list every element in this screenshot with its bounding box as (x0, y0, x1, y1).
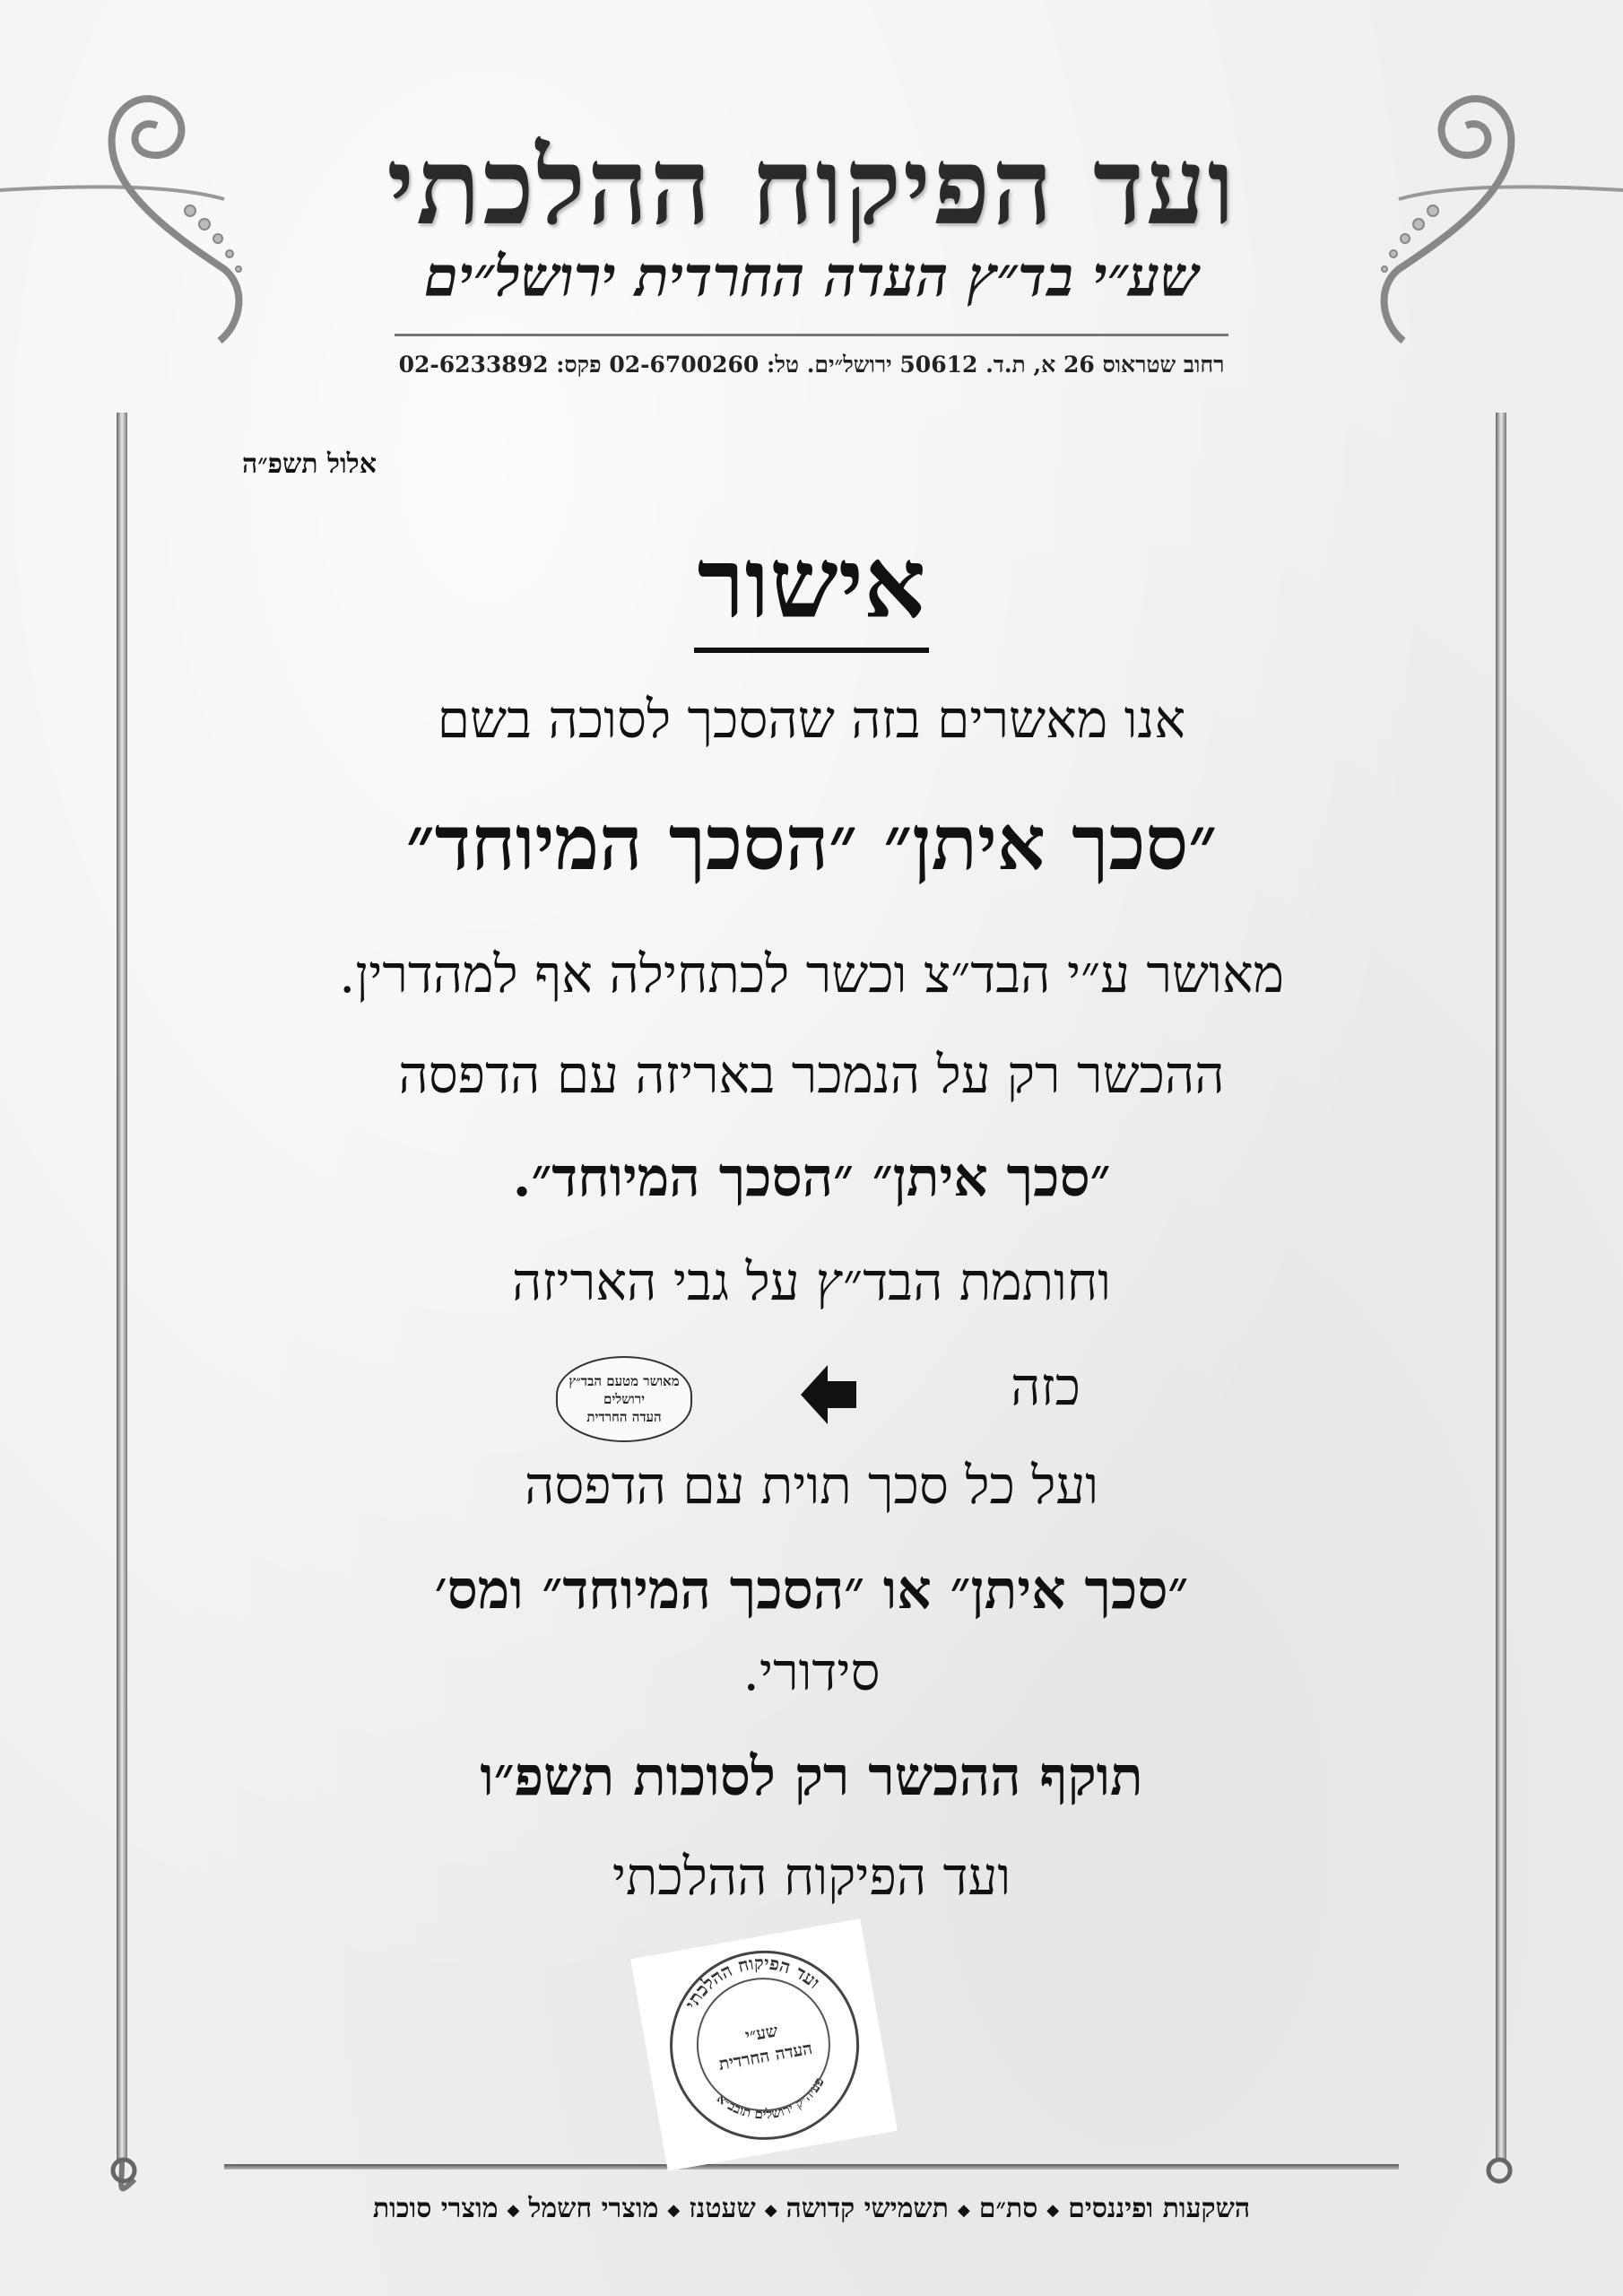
small-stamp-line: מאושר מטעם הבד״ץ (568, 1373, 680, 1389)
validity-line: תוקף ההכשר רק לסוכות תשפ״ו (480, 1745, 1143, 1808)
organization-name: ועד הפיקוח ההלכתי (386, 124, 1237, 248)
diamond-icon: ◆ (1046, 2200, 1060, 2220)
text-line: אנו מאשרים בזה שהסכך לסוכה בשם (437, 689, 1186, 750)
seal-middle-text: העדה החרדית (716, 2038, 814, 2074)
footer-item: מוצרי חשמל (528, 2193, 659, 2224)
text-line: ההכשר רק על הנמכר באריזה עם הדפסה (398, 1044, 1225, 1105)
small-stamp-line: ירושלים (603, 1391, 646, 1407)
document-title (0, 527, 1623, 641)
seal-bottom-text: פעיה״ק ירושלים תובב״א (713, 2074, 828, 2123)
footer-item: שעטנז (689, 2193, 756, 2224)
diamond-icon: ◆ (507, 2200, 520, 2220)
document-title-text: אישור (694, 527, 930, 653)
signature-line: ועד הפיקוח ההלכתי (612, 1846, 1011, 1907)
text-line: ״סכך איתן״ או ״הסכך המיוחד״ ומס׳ (434, 1559, 1189, 1622)
product-name-line: ״סכך איתן״ ״הסכך המיוחד״ (405, 798, 1218, 887)
seal-top-text: ועד הפיקוח ההלכתי (680, 1952, 825, 2013)
diamond-icon: ◆ (764, 2200, 777, 2220)
official-seal (630, 1918, 898, 2171)
footer-item: תשמישי קדושה (785, 2193, 949, 2224)
stamp-example-row (0, 1352, 1623, 1442)
seal-middle-text: שע״י (743, 2020, 780, 2046)
text-line: ״סכך איתן״ ״הסכך המיוחד״. (512, 1146, 1111, 1209)
diamond-icon: ◆ (957, 2200, 970, 2220)
document-date: אלול תשפ״ה (242, 448, 377, 480)
text-line: מאושר ע״י הבד״צ וכשר לכתחילה אף למהדרין. (338, 944, 1285, 1004)
small-approval-stamp (556, 1356, 692, 1442)
bottom-divider (224, 2164, 1399, 2170)
stamp-example-label: כזה (1011, 1356, 1081, 1417)
text-line: סידורי. (742, 1641, 881, 1702)
footer-item: מוצרי סוכות (372, 2193, 499, 2224)
diamond-icon: ◆ (667, 2200, 681, 2220)
organization-subtitle: שע״י בד״ץ העדה החרדית ירושל״ים (423, 244, 1200, 309)
footer-item: סת״ם (978, 2193, 1038, 2224)
text-line: ועל כל סכך תוית עם הדפסה (524, 1455, 1099, 1516)
organization-address: רחוב שטראוס 26 א, ת.ד. 50612 ירושל״ים. טל: 02-6700260 פקס: 02-6233892 (398, 352, 1225, 378)
small-stamp-line: העדה החרדית (586, 1409, 662, 1425)
arrow-left-icon (801, 1365, 856, 1424)
text-line: וחותמת הבד״ץ על גבי האריזה (512, 1251, 1111, 1312)
header-divider (395, 334, 1228, 336)
footer-item: השקעות ופיננסים (1068, 2193, 1251, 2224)
footer-services (0, 2193, 1623, 2224)
